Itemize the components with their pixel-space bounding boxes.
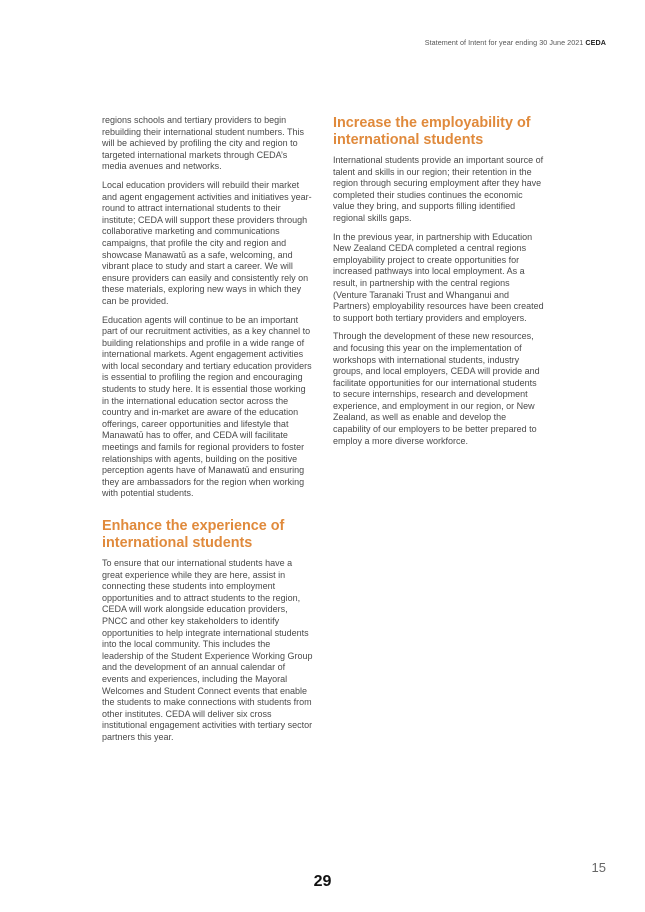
right-column [333, 115, 545, 454]
pdf-page-number: 29 [313, 873, 332, 890]
section-heading-experience: Enhance the experience of international students [102, 518, 285, 551]
section-heading-employability: Increase the employability of international students [333, 115, 531, 148]
body-paragraph: International students provide an important source of talent and skills in our region; their retention in the region through securing employment after they have completed their studies continues the economic value they bring, and supports filling identified regional skills gaps. [333, 155, 544, 223]
header-org: CEDA [585, 38, 606, 47]
left-column [102, 115, 314, 751]
body-paragraph: regions schools and tertiary providers to begin rebuilding their international student numbers. This will be achieved by profiling the city and region to targeted international markets through CEDA’s media avenues and networks. [102, 115, 304, 172]
body-paragraph: Education agents will continue to be an important part of our recruitment activities, as a key channel to building relationships and profile in a wide range of international markets. Agent engagement activities with local secondary and tertiary education providers is essential to profiling the region and encouraging students to study here. It is essential those working in the international education sector across the country and in-market are aware of the education offerings, career opportunities and lifestyle that Manawatū has to offer, and CEDA will facilitate meetings and famils for regional providers to foster relationships with agents, building on the positive perception agents have of Manawatū and ensuring they are ambassadors for the region when working with potential students. [102, 314, 312, 499]
body-paragraph: Through the development of these new resources, and focusing this year on the implementation of workshops with international students, industry groups, and local employers, CEDA will provide and facilitate opportunities for our international students to secure internships, research and development experience, and employment in our region, or New Zealand, as well as enable and develop the capability of our employers to be better prepared to employ a more diverse workforce. [333, 331, 540, 446]
body-paragraph: Local education providers will rebuild their market and agent engagement activities and initiatives year-round to attract international students to their institute; CEDA will support these providers through collaborative marketing and communications campaigns, that profile the city and region and showcase Manawatū as a safe, welcoming, and vibrant place to study and start a career. We will ensure providers can easily and consistently rely on these materials, exploring new ways in which they can be provided. [102, 179, 312, 306]
running-header [425, 38, 606, 47]
body-paragraph: In the previous year, in partnership with Education New Zealand CEDA completed a central regions employability project to create opportunities for increased pathways into local employment. As a result, in partnership with the central regions (Venture Taranaki Trust and Whanganui and Partners) employability resources have been created to support both tertiary providers and employers. [333, 231, 544, 323]
body-paragraph: To ensure that our international students have a great experience while they are here, assist in connecting these students into employment opportunities and to attract students to the region, CEDA will work alongside education providers, PNCC and other key stakeholders to identify opportunities to help integrate international students into the local community. This includes the leadership of the Student Experience Working Group and the development of an annual calendar of events and experiences, including the Mayoral Welcomes and Student Connect events that enable the students to make connections with students from other institutes. CEDA will deliver six cross institutional engagement activities with tertiary sector partners this year. [102, 558, 313, 742]
document-page-number: 15 [591, 860, 606, 875]
header-title: Statement of Intent for year ending 30 June 2021 [424, 38, 584, 47]
